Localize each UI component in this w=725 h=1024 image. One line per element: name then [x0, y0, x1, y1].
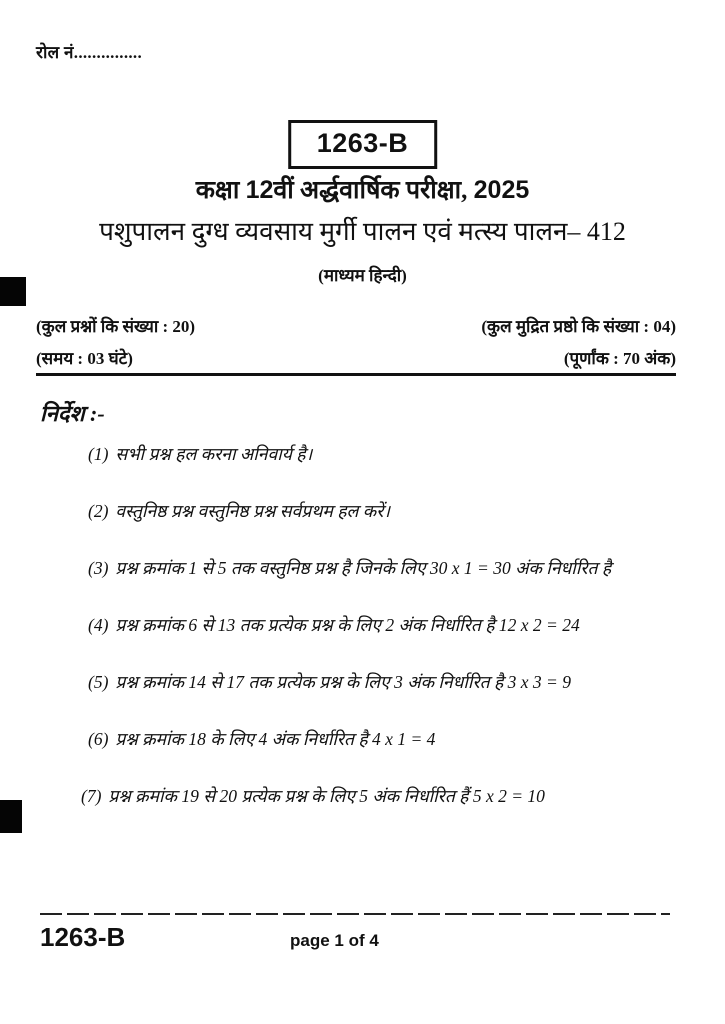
instruction-number: (5) [88, 672, 109, 692]
instruction-text: प्रश्न क्रमांक 19 से 20 प्रत्येक प्रश्न के लिए 5 अंक निर्धारित हैं 5 x 2 = 10 [108, 786, 545, 806]
instruction-item [81, 784, 695, 808]
instruction-text: वस्तुनिष्ठ प्रश्न वस्तुनिष्ठ प्रश्न सर्वप्रथम हल करें। [115, 501, 390, 521]
exam-title-class-number: 12 [245, 176, 274, 204]
subject-title: पशुपालन दुग्ध व्यवसाय मुर्गी पालन एवं मत्स्य पालन– 412 [99, 217, 626, 246]
exam-title-exam-suffix: वीं अर्द्धवार्षिक परीक्षा, [273, 177, 474, 204]
paper-code-box [288, 120, 438, 169]
instruction-number: (2) [88, 501, 109, 521]
instruction-item [88, 499, 695, 523]
instruction-text: प्रश्न क्रमांक 1 से 5 तक वस्तुनिष्ठ प्रश्न है जिनके लिए 30 x 1 = 30 अंक निर्धारित है [115, 558, 612, 578]
instruction-item [88, 727, 695, 751]
time-label: (समय : 03 घंटे) [36, 349, 133, 368]
instruction-text: प्रश्न क्रमांक 14 से 17 तक प्रत्येक प्रश्न के लिए 3 अंक निर्धारित है 3 x 3 = 9 [115, 672, 571, 692]
instructions-heading: निर्देश :- [40, 401, 105, 426]
instruction-number: (4) [88, 615, 109, 635]
footer-paper-code: 1263-B [40, 922, 126, 952]
roll-number-label: रोल नं............... [36, 43, 143, 62]
instruction-item [88, 556, 695, 580]
instructions-list [81, 442, 695, 841]
header-divider-line [36, 373, 676, 376]
full-marks-label: (पूर्णांक : 70 अंक) [563, 349, 676, 368]
footer-page-number: page 1 of 4 [290, 931, 379, 950]
registration-mark-bottom [0, 800, 22, 833]
instruction-text: सभी प्रश्न हल करना अनिवार्य है। [115, 444, 313, 464]
medium-label: (माध्यम हिन्दी) [318, 266, 407, 285]
instruction-item [88, 613, 695, 637]
paper-code-text: 1263-B [316, 128, 409, 158]
exam-title-year: 2025 [473, 176, 530, 204]
total-questions-label: (कुल प्रश्नों कि संख्या : 20) [36, 317, 196, 336]
total-printed-pages-label: (कुल मुद्रित प्रष्ठो कि संख्या : 04) [481, 317, 676, 336]
instruction-text: प्रश्न क्रमांक 18 के लिए 4 अंक निर्धारित है 4 x 1 = 4 [115, 729, 436, 749]
instruction-number: (1) [88, 444, 109, 464]
instruction-number: (6) [88, 729, 109, 749]
instruction-item [88, 442, 695, 466]
instruction-number: (7) [81, 786, 102, 806]
instruction-text: प्रश्न क्रमांक 6 से 13 तक प्रत्येक प्रश्न के लिए 2 अंक निर्धारित है 12 x 2 = 24 [115, 615, 580, 635]
instruction-number: (3) [88, 558, 109, 578]
registration-mark-top [0, 277, 26, 306]
footer-divider-line [40, 913, 670, 915]
exam-title [0, 172, 725, 206]
exam-title-class-prefix: कक्षा [195, 177, 246, 204]
instruction-item [88, 670, 695, 694]
